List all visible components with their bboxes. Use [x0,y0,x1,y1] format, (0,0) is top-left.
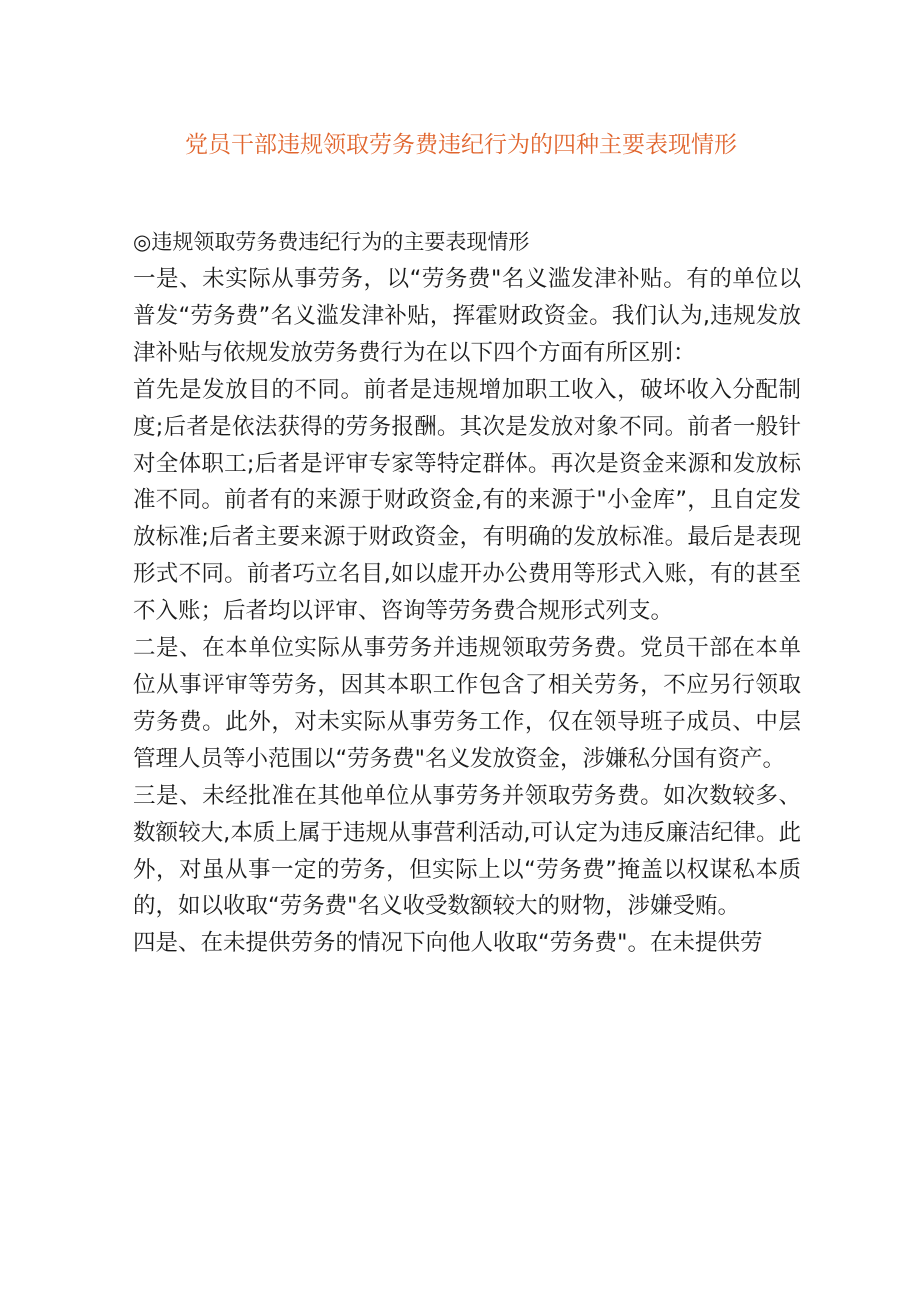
paragraph-one: 一是、未实际从事劳务，以“劳务费"名义滥发津补贴。有的单位以普发“劳务费”名义滥发津补贴，挥霍财政资金。我们认为,违规发放津补贴与依规发放劳务费行为在以下四个方面有所区别： [133,266,801,366]
document-title: 党员干部违规领取劳务费违纪行为的四种主要表现情形 [185,132,737,158]
paragraph-four: 四是、在未提供劳务的情况下向他人收取“劳务费"。在未提供劳 [133,930,763,957]
paragraph-differences: 首先是发放目的不同。前者是违规增加职工收入，破坏收入分配制度;后者是依法获得的劳务报酬。其次是发放对象不同。前者一般针对全体职工;后者是评审专家等特定群体。再次是资金来源和发放标准不同。前者有的来源于财政资金,有的来源于"小金库”，且自定发放标准;后者主要来源于财政资金，有明确的发放标准。最后是表现形式不同。前者巧立名目,如以虚开办公费用等形式入账，有的甚至不入账；后者均以评审、咨询等劳务费合规形式列支。 [133,376,801,625]
section-subheading: ◎违规领取劳务费违纪行为的主要表现情形 [133,230,530,254]
paragraph-three: 三是、未经批准在其他单位从事劳务并领取劳务费。如次数较多、数额较大,本质上属于违规从事营利活动,可认定为违反廉洁纪律。此外，对虽从事一定的劳务，但实际上以“劳务费”掩盖以权谋私本质的，如以收取“劳务费"名义收受数额较大的财物，涉嫌受贿。 [133,782,801,920]
document-body [133,225,801,962]
paragraph-two: 二是、在本单位实际从事劳务并违规领取劳务费。党员干部在本单位从事评审等劳务，因其本职工作包含了相关劳务，不应另行领取劳务费。此外，对未实际从事劳务工作，仅在领导班子成员、中层管理人员等小范围以“劳务费"名义发放资金，涉嫌私分国有资产。 [133,635,801,772]
